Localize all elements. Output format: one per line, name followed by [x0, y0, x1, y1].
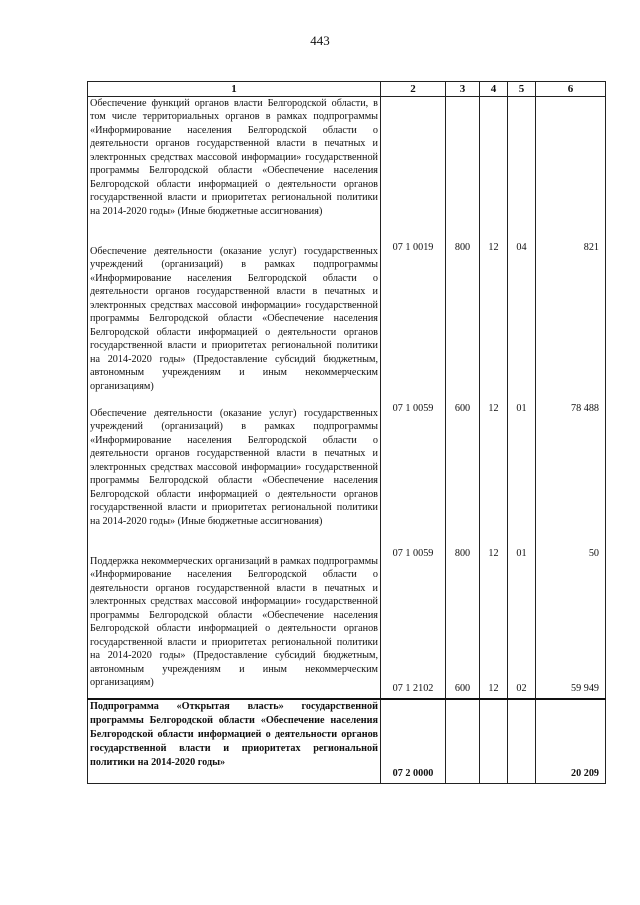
- row-subsection-3: 01: [516, 548, 527, 559]
- code-cell: [381, 97, 446, 700]
- row-section-2: 12: [488, 403, 499, 414]
- row-description-3: Обеспечение деятельности (оказание услуг) государственных учреждений (организаций) в рамках подпрограммы «Информирование населения Белгородской области о деятельности органов государственной власти в печатных и электронных средствах массовой информации» государственной программы Белгородской области «Обеспечение населения Белгородской области информацией о деятельности органов государственной власти и приоритетах региональной политики на 2014-2020 годы» (Иные бюджетные ассигнования): [90, 408, 378, 527]
- row-code-2: 07 1 0059: [392, 403, 434, 414]
- row-subsection-2: 01: [516, 403, 527, 414]
- subprogram-amount: 20 209: [570, 768, 599, 779]
- description-cell: [88, 97, 381, 700]
- row-description-4: Поддержка некоммерческих организаций в рамках подпрограммы «Информирование населения Белгородской области о деятельности органов государственной власти в печатных и электронных средствах массовой информации» государственной программы Белгородской области «Обеспечение населения Белгородской области информацией о деятельности органов государственной власти и приоритетах региональной политики на 2014-2020 годы» (Предоставление субсидий бюджетным, автономным учреждениям и иным некоммерческим организациям): [90, 556, 378, 689]
- page-number: 443: [310, 33, 330, 48]
- row-type-4: 600: [454, 683, 471, 694]
- type-cell: [446, 97, 480, 700]
- row-section-3: 12: [488, 548, 499, 559]
- row-type-2: 600: [454, 403, 471, 414]
- subprogram-type-cell: [446, 699, 480, 783]
- subprogram-amount-cell: [536, 699, 606, 783]
- table-row: [88, 97, 606, 700]
- column-header-5: 5: [508, 82, 536, 97]
- column-header-6: 6: [536, 82, 606, 97]
- column-header-4: 4: [480, 82, 508, 97]
- row-subsection-4: 02: [516, 683, 527, 694]
- row-code-3: 07 1 0059: [392, 548, 434, 559]
- subprogram-code-cell: [381, 699, 446, 783]
- subprogram-description: Подпрограмма «Открытая власть» государственной программы Белгородской области «Обеспечение населения Белгородской области информацией о деятельности органов государственной власти и приоритетах региональной политики на 2014-2020 годы»: [88, 699, 381, 783]
- column-header-2: 2: [381, 82, 446, 97]
- row-amount-2: 78 488: [570, 403, 599, 414]
- subprogram-subsection-cell: [508, 699, 536, 783]
- budget-table: [87, 81, 606, 784]
- row-section-4: 12: [488, 683, 499, 694]
- row-code-4: 07 1 2102: [392, 683, 434, 694]
- subprogram-row: [88, 699, 606, 783]
- row-type-3: 800: [454, 548, 471, 559]
- section-cell: [480, 97, 508, 700]
- row-description-1: Обеспечение функций органов власти Белгородской области, в том числе территориальных органов в рамках подпрограммы «Информирование населения Белгородской области о деятельности органов государственной власти в печатных и электронных средствах массовой информации» государственной программы Белгородской области «Обеспечение населения Белгородской области информацией о деятельности органов государственной власти и приоритетах региональной политики на 2014-2020 годы» (Иные бюджетные ассигнования): [90, 98, 378, 217]
- row-amount-1: 821: [583, 242, 599, 253]
- amount-cell: [536, 97, 606, 700]
- row-code-1: 07 1 0019: [392, 242, 434, 253]
- row-subsection-1: 04: [516, 242, 527, 253]
- row-section-1: 12: [488, 242, 499, 253]
- row-type-1: 800: [454, 242, 471, 253]
- subprogram-section-cell: [480, 699, 508, 783]
- table-header-row: [88, 82, 606, 97]
- subprogram-code: 07 2 0000: [392, 768, 434, 779]
- subsection-cell: [508, 97, 536, 700]
- row-amount-3: 50: [588, 548, 599, 559]
- row-description-2: Обеспечение деятельности (оказание услуг) государственных учреждений (организаций) в рамках подпрограммы «Информирование населения Белгородской области о деятельности органов государственной власти в печатных и электронных средствах массовой информации» государственной программы Белгородской области «Обеспечение населения Белгородской области информацией о деятельности органов государственной власти и приоритетах региональной политики на 2014-2020 годы» (Предоставление субсидий бюджетным, автономным учреждениям и иным некоммерческим организациям): [90, 246, 378, 392]
- column-header-1: 1: [88, 82, 381, 97]
- column-header-3: 3: [446, 82, 480, 97]
- row-amount-4: 59 949: [570, 683, 599, 694]
